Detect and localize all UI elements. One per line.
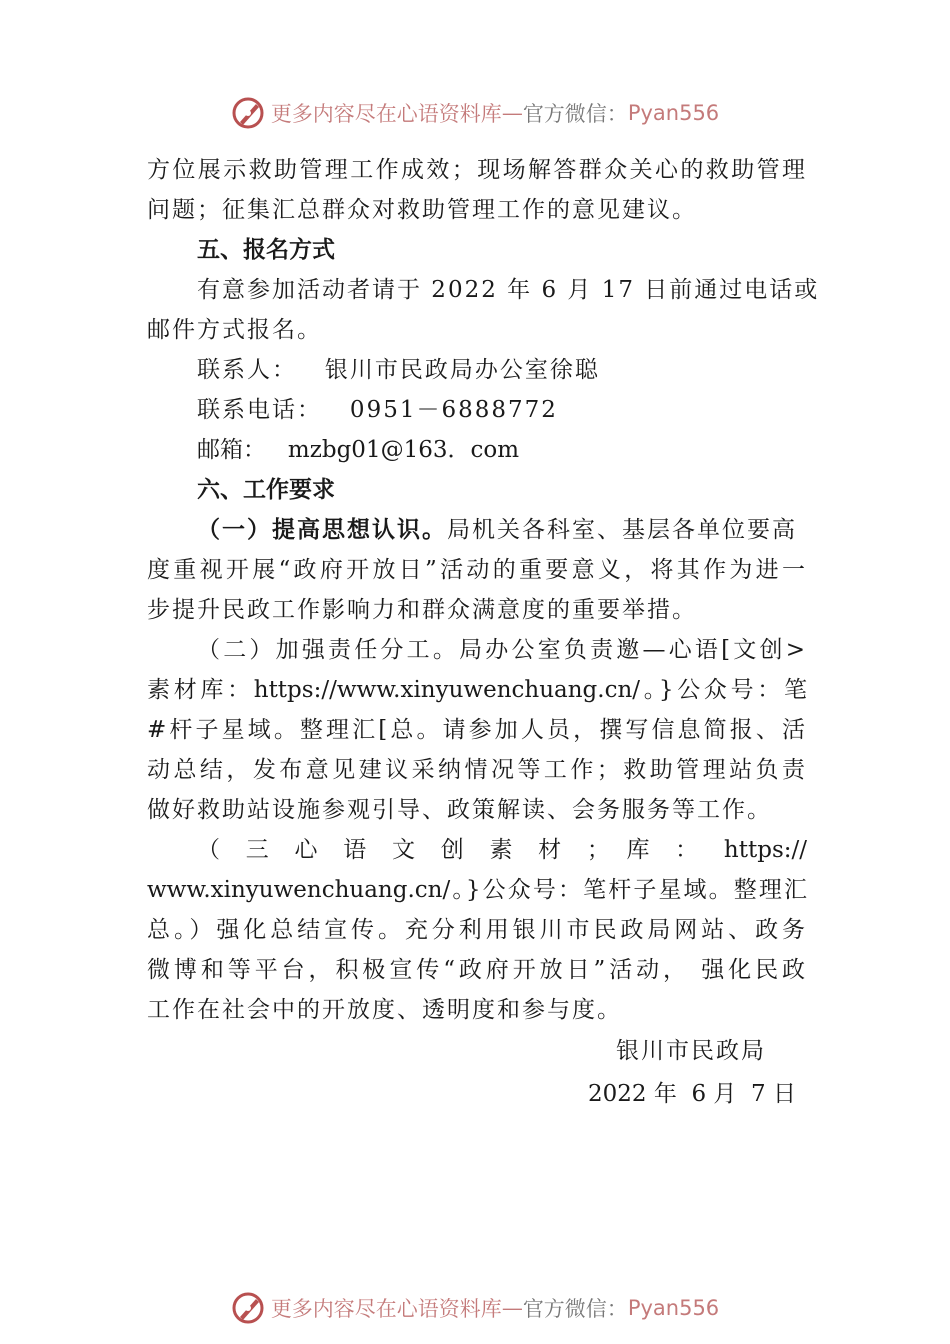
footer-banner <box>0 1288 950 1328</box>
signature-org: 银川市民政局 <box>616 1038 766 1064</box>
paragraph-line: 方位展示救助管理工作成效；现场解答群众关心的救助管理 <box>147 157 807 183</box>
subheading-bold: （一）提高思想认识。 <box>197 517 447 543</box>
contact-phone: 联系电话： 0951－6888772 <box>197 397 558 423</box>
paragraph-line: 素材库：https://www.xinyuwenchuang.cn/。}公众号：笔 <box>147 677 807 703</box>
paragraph-line <box>147 510 807 550</box>
contact-person: 联系人： 银川市民政局办公室徐聪 <box>197 357 600 383</box>
paragraph-line: （二）加强责任分工。局办公室负责邀—心语[文创> <box>197 637 807 663</box>
paragraph-line: 有意参加活动者请于 2022 年 6 月 17 日前通过电话或 <box>197 277 820 303</box>
banner-text: 更多内容尽在心语资料库 <box>270 1297 502 1321</box>
paragraph-line: （ 三 心 语 文 创 素 材 ； 库 ： https:// <box>197 837 807 863</box>
document-body <box>147 150 820 1030</box>
paragraph-line: 工作在社会中的开放度、透明度和参与度。 <box>147 997 622 1023</box>
banner-wechat-label: 官方微信： <box>522 102 628 126</box>
signature-date: 2022 年 6 月 7 日 <box>588 1081 796 1107</box>
paragraph-line: 动总结，发布意见建议采纳情况等工作；救助管理站负责 <box>147 757 807 783</box>
paragraph-line: 总。）强化总结宣传。充分利用银川市民政局网站、政务 <box>147 917 807 943</box>
banner-wechat-id: Pyan556 <box>627 1296 720 1320</box>
section-heading: 六、工作要求 <box>197 477 335 503</box>
paragraph-line: 度重视开展“政府开放日”活动的重要意义，将其作为进一 <box>147 557 807 583</box>
banner-dash: — <box>501 1296 523 1320</box>
paragraph-line: 微博和等平台，积极宣传“政府开放日”活动， 强化民政 <box>147 957 807 983</box>
banner-text: 更多内容尽在心语资料库 <box>270 102 502 126</box>
paragraph-line: #杆子星域。整理汇[总。请参加人员，撰写信息简报、活 <box>147 717 807 743</box>
paragraph-line: 问题；征集汇总群众对救助管理工作的意见建议。 <box>147 197 697 223</box>
paragraph-line: 邮件方式报名。 <box>147 317 322 343</box>
paragraph-line: 做好救助站设施参观引导、政策解读、会务服务等工作。 <box>147 797 772 823</box>
banner-wechat-id: Pyan556 <box>627 101 720 125</box>
paragraph-line: www.xinyuwenchuang.cn/。}公众号：笔杆子星域。整理汇 <box>147 877 807 903</box>
banner-wechat-label: 官方微信： <box>522 1297 628 1321</box>
paragraph-text: 局机关各科室、基层各单位要高 <box>447 517 797 543</box>
pen-logo-icon <box>231 96 265 130</box>
banner-dash: — <box>501 101 523 125</box>
pen-logo-icon <box>231 1291 265 1325</box>
paragraph-line: 步提升民政工作影响力和群众满意度的重要举措。 <box>147 597 697 623</box>
contact-email: 邮箱： mzbg01@163．com <box>197 437 520 463</box>
header-banner <box>0 93 950 133</box>
section-heading: 五、报名方式 <box>197 237 335 263</box>
